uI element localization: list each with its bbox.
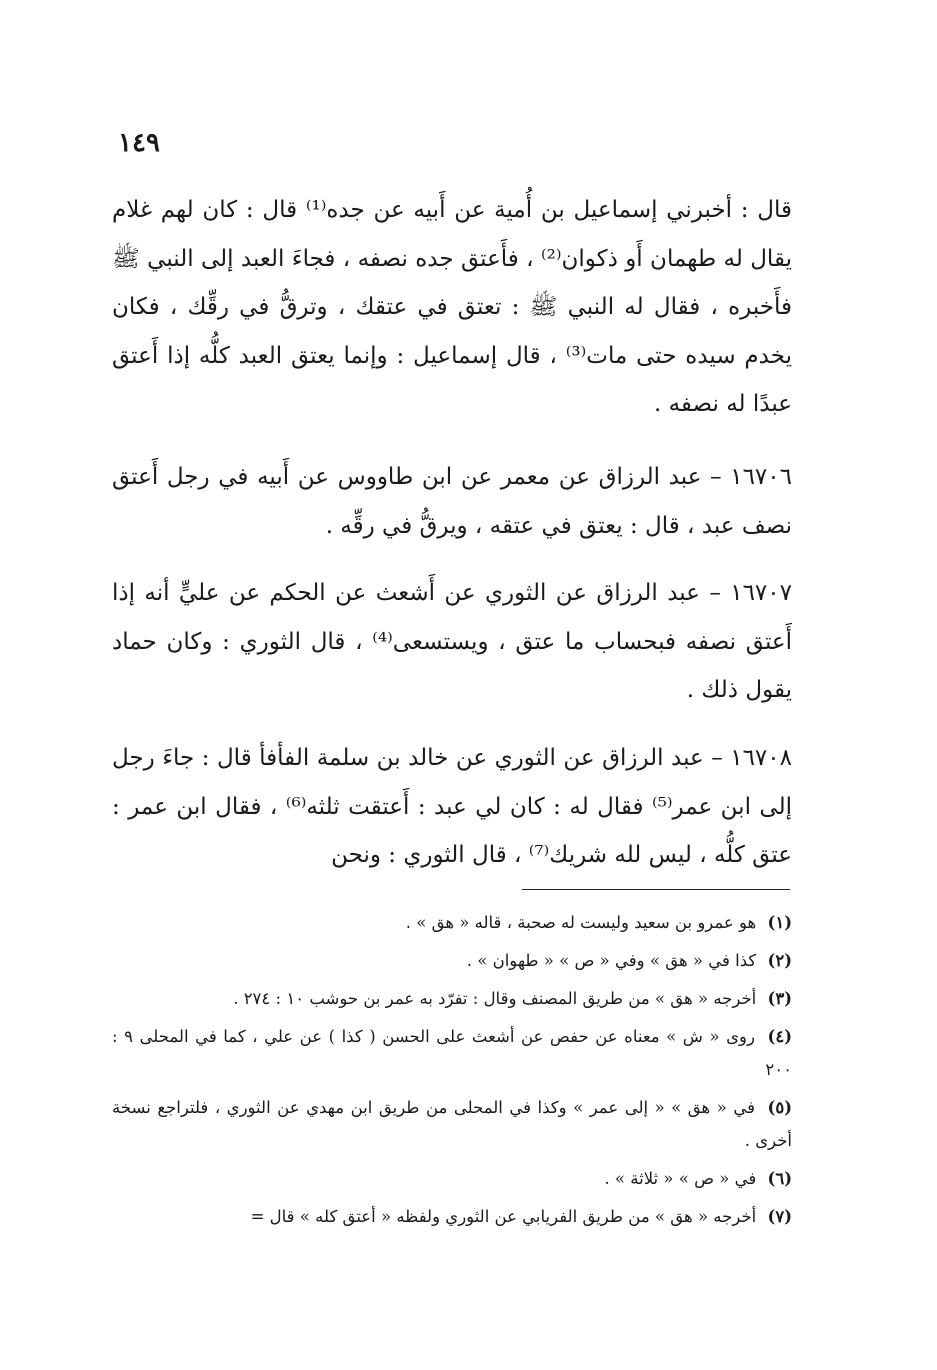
footnote-text: روى « ش » معناه عن حفص عن أشعث على الحسن ( كذا ) عن علي ، كما في المحلى ٩ : ٢٠٠: [112, 1027, 792, 1079]
footnote-marker: (٣): [767, 989, 792, 1008]
paragraph-intro: قال : أخبرني إسماعيل بن أُمية عن أَبيه عن جده⁽¹⁾ قال : كان لهم غلام يقال له طهمان أَو ذكوان⁽²⁾ ، فأَعتق جده نصفه ، فجاءَ العبد إلى النبي ﷺ فأَخبره ، فقال له النبي ﷺ : تعتق في عتقك ، وترقُّ في رقِّك ، فكان يخدم سيده حتى مات⁽³⁾ ، قال إسماعيل : وإنما يعتق العبد كلُّه إذا أَعتق عبدًا له نصفه .: [112, 197, 792, 417]
page-number: ١٤٩: [118, 128, 160, 158]
footnote-7: [112, 1200, 792, 1233]
hadith-16707: ١٦٧٠٧ – عبد الرزاق عن الثوري عن أَشعث عن الحكم عن عليٍّ أنه إذا أَعتق نصفه فبحساب ما عتق ، ويستسعى⁽⁴⁾ ، قال الثوري : وكان حماد يقول ذلك .: [112, 580, 792, 703]
footnote-text: أخرجه « هق » من طريق الفريابي عن الثوري ولفظه « أعتق كله » قال =: [250, 1207, 757, 1226]
footnote-marker: (٥): [767, 1098, 792, 1117]
footnote-marker: (٢): [767, 951, 792, 970]
footnotes-list: [112, 906, 792, 1238]
footnote-marker: (٧): [767, 1207, 792, 1226]
footnote-marker: (١): [767, 913, 792, 932]
footnote-4: [112, 1020, 792, 1086]
footnote-text: كذا في « هق » وفي « ص » « طهوان » .: [466, 951, 757, 970]
footnote-5: [112, 1091, 792, 1157]
footnote-text: في « ص » « ثلاثة » .: [604, 1169, 757, 1188]
footnote-2: [112, 944, 792, 977]
footnote-separator: [522, 889, 790, 890]
hadith-16706: ١٦٧٠٦ – عبد الرزاق عن معمر عن ابن طاووس عن أَبيه في رجل أَعتق نصف عبد ، قال : يعتق في عتقه ، ويرقُّ في رقِّه .: [112, 464, 792, 539]
footnote-1: [112, 906, 792, 939]
footnote-text: هو عمرو بن سعيد وليست له صحبة ، قاله « هق » .: [405, 913, 757, 932]
hadith-16708: ١٦٧٠٨ – عبد الرزاق عن الثوري عن خالد بن سلمة الفأفأ قال : جاءَ رجل إلى ابن عمر⁽⁵⁾ فقال له : كان لي عبد : أَعتقت ثلثه⁽⁶⁾ ، فقال ابن عمر : عتق كلُّه ، ليس لله شريك⁽⁷⁾ ، قال الثوري : ونحن: [112, 745, 792, 868]
footnote-marker: (٦): [767, 1169, 792, 1188]
footnote-marker: (٤): [767, 1027, 793, 1046]
footnote-6: [112, 1162, 792, 1195]
footnote-3: [112, 982, 792, 1015]
footnote-text: أخرجه « هق » من طريق المصنف وقال : تفرّد به عمر بن حوشب ١٠ : ٢٧٤ .: [233, 989, 757, 1008]
footnote-text: في « هق » « إلى عمر » وكذا في المحلى من طريق ابن مهدي عن الثوري ، فلتراجع نسخة أخرى .: [112, 1098, 792, 1150]
